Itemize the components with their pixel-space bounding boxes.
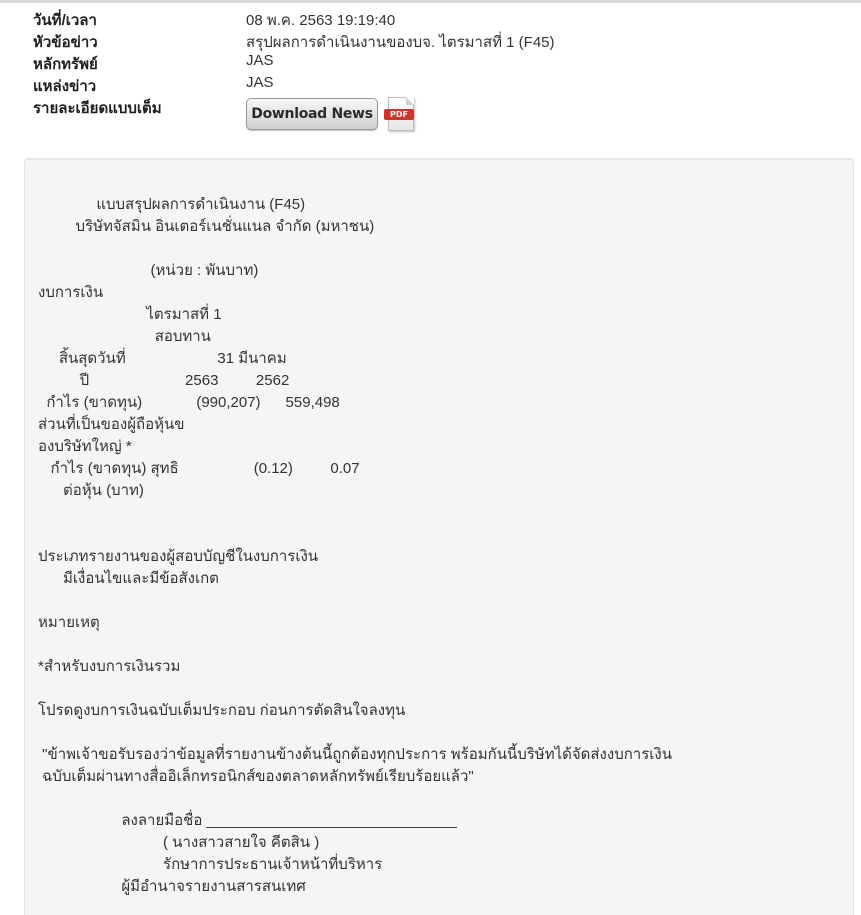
- news-line: [38, 788, 672, 810]
- headline-label: หัวข้อข่าว: [33, 34, 98, 51]
- news-line: [38, 502, 672, 524]
- news-line: องบริษัทใหญ่ *: [38, 438, 132, 455]
- news-line: (หน่วย : พันบาท): [38, 262, 259, 279]
- news-line: ไตรมาสที่ 1: [38, 306, 222, 323]
- download-news-button[interactable]: Download News: [246, 98, 378, 130]
- source-label: แหล่งข่าว: [33, 78, 97, 95]
- news-line: ฉบับเต็มผ่านทางสื่ออิเล็กทรอนิกส์ของตลาดหลักทรัพย์เรียบร้อยแล้ว": [38, 768, 474, 785]
- details-label: รายละเอียดแบบเต็ม: [33, 100, 162, 117]
- news-line: [38, 678, 672, 700]
- news-line: รักษาการประธานเจ้าหน้าที่บริหาร: [38, 856, 383, 873]
- headline-value: สรุปผลการดำเนินงานของบจ. ไตรมาสที่ 1 (F45): [246, 34, 555, 51]
- news-line: ปี 2563 2562: [38, 372, 290, 389]
- news-line: บริษัทจัสมิน อินเตอร์เนชั่นแนล จำกัด (มหาชน): [38, 218, 375, 235]
- news-line: *สำหรับงบการเงินรวม: [38, 658, 181, 675]
- news-line: แบบสรุปผลการดำเนินงาน (F45): [38, 196, 306, 213]
- datetime-label: วันที่/เวลา: [33, 12, 97, 29]
- datetime-value: 08 พ.ค. 2563 19:19:40: [246, 12, 396, 29]
- news-line: กำไร (ขาดทุน) (990,207) 559,498: [38, 394, 340, 411]
- news-line: "ข้าพเจ้าขอรับรองว่าข้อมูลที่รายงานข้างต้นนี้ถูกต้องทุกประการ พร้อมกันนี้บริษัทได้จัดส่งงบการเงิน: [38, 746, 672, 763]
- news-line: ประเภทรายงานของผู้สอบบัญชีในงบการเงิน: [38, 548, 319, 565]
- news-line: งบการเงิน: [38, 284, 104, 301]
- news-line: โปรดดูงบการเงินฉบับเต็มประกอบ ก่อนการตัดสินใจลงทุน: [38, 702, 406, 719]
- pdf-page-fold: [406, 97, 414, 105]
- security-value: JAS: [246, 52, 274, 69]
- top-divider: [0, 0, 861, 3]
- news-line: [38, 590, 672, 612]
- news-line: หมายเหตุ: [38, 614, 100, 631]
- news-line: มีเงื่อนไขและมีข้อสังเกต: [38, 570, 219, 587]
- news-line: [38, 634, 672, 656]
- news-line: สอบทาน: [38, 328, 211, 345]
- security-label: หลักทรัพย์: [33, 56, 98, 73]
- news-line: [38, 722, 672, 744]
- source-value: JAS: [246, 74, 274, 91]
- news-line: กำไร (ขาดทุน) สุทธิ (0.12) 0.07: [38, 460, 360, 477]
- news-detail-text: [38, 194, 672, 898]
- news-line: ส่วนที่เป็นของผู้ถือหุ้นข: [38, 416, 185, 433]
- news-line: [38, 238, 672, 260]
- news-line: ต่อหุ้น (บาท): [38, 482, 144, 499]
- news-line: ลงลายมือชื่อ ______________________________: [38, 812, 457, 829]
- pdf-file-icon[interactable]: [384, 97, 416, 131]
- pdf-badge: PDF: [384, 109, 414, 120]
- download-news-link[interactable]: [246, 97, 416, 131]
- news-line: ผู้มีอำนาจรายงานสารสนเทศ: [38, 878, 306, 895]
- news-line: ( นางสาวสายใจ คีตสิน ): [38, 834, 320, 851]
- news-line: สิ้นสุดวันที่ 31 มีนาคม: [38, 350, 287, 367]
- news-line: [38, 524, 672, 546]
